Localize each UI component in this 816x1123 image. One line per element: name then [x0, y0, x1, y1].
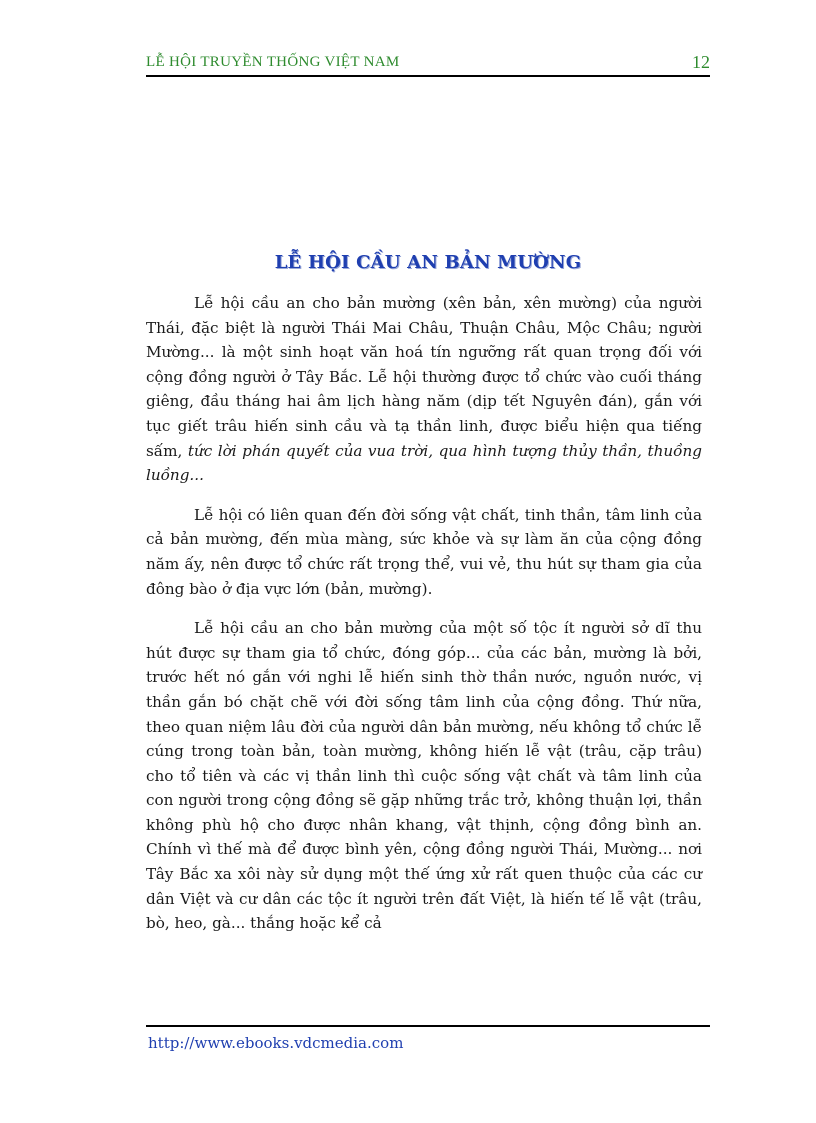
paragraph-2: Lễ hội có liên quan đến đời sống vật chất, tinh thần, tâm linh của cả bản mường, đến mùa màng, sức khỏe và sự làm ăn của cộng đồng năm ấy, nên được tổ chức rất trọng thể, vui vẻ, thu hút sự tham gia của đông bào ở địa vực lớn (bản, mường).: [146, 505, 702, 598]
paragraph-3: Lễ hội cầu an cho bản mường của một số tộc ít người sở dĩ thu hút được sự tham gia tổ chức, đóng góp... của các bản, mường là bởi, trước hết nó gắn với nghi lễ hiến sinh thờ thần nước, nguồn nước, vị thần gắn bó chặt chẽ với đời sống tâm linh của cộng đồng. Thứ nữa, theo quan niệm lâu đời của người dân bản mường, nếu không tổ chức lễ cúng trong toàn bản, toàn mường, không hiến lễ vật (trâu, cặp trâu) cho tổ tiên và các vị thần linh thì cuộc sống vật chất và tâm linh của con người trong cộng đồng sẽ gặp những trắc trở, không thuận lợi, thần không phù hộ cho được nhân khang, vật thịnh, cộng đồng bình an. Chính vì thế mà để được bình yên, cộng đồng người Thái, Mường... nơi Tây Bắc xa xôi này sử dụng một thế ứng xử rất quen thuộc của các cư dân Việt và cư dân các tộc ít người trên đất Việt, là hiến tế lễ vật (trâu, bò, heo, gà... thắng hoặc kể cả: [146, 619, 702, 933]
page-number: 12: [692, 52, 710, 72]
body-text: [146, 291, 702, 951]
footer-url-link[interactable]: http://www.ebooks.vdcmedia.com: [148, 1034, 404, 1052]
paragraph-1-italic: tức lời phán quyết của vua trời, qua hình tượng thủy thần, thuồng luồng...: [146, 441, 702, 485]
paragraph-1-text: Lễ hội cầu an cho bản mường (xên bản, xên mường) của người Thái, đặc biệt là người Thái Mai Châu, Thuận Châu, Mộc Châu; người Mường... là một sinh hoạt văn hoá tín ngưỡng rất quan trọng đối với cộng đồng người ở Tây Bắc. Lễ hội thường được tổ chức vào cuối tháng giêng, đầu tháng hai âm lịch hàng năm (dịp tết Nguyên đán), gắn với tục giết trâu hiến sinh cầu và tạ thần linh, được biểu hiện qua tiếng sấm,: [146, 294, 702, 460]
chapter-title: LỄ HỘI CẦU AN BẢN MƯỜNG: [274, 252, 582, 273]
paragraph-1: [146, 291, 702, 488]
book-title: LỄ HỘI TRUYỀN THỐNG VIỆT NAM: [146, 54, 400, 70]
header-divider: [146, 75, 710, 77]
footer-divider: [146, 1025, 710, 1027]
running-header: [146, 52, 710, 74]
